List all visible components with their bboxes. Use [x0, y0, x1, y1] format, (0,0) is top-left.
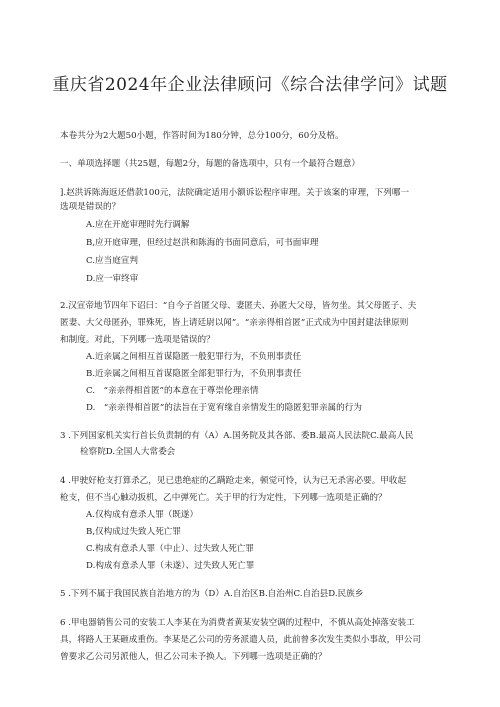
question-1-option-b: B,应开庭审理，但经过赵洪和陈海的书面同意后，可书面审理 [86, 238, 319, 248]
question-5-line-1: 5 .下列不属于我国民族自治地方的为（D）A.自治区B.自治州C.自治县D.民族乡 [60, 589, 364, 599]
exam-intro: 本卷共分为2大题50小题，作答时间为180分钟，总分100分，60分及格。 [60, 131, 344, 141]
question-2-line-3: 和制度。对此，下列哪一选项是错误的？ [60, 335, 215, 345]
question-2-line-2: 匿妻、大父母匿孙，罪殊死，皆上请廷尉以闻”。“亲亲得相首匿”正式成为中国封建法律原则 [60, 318, 409, 328]
question-1-line-2: 选项是错误的？ [60, 202, 121, 212]
question-4-option-c: C.构成有意杀人罪（中止）、过失致人死亡罪 [86, 544, 254, 554]
question-4-line-2: 枪支，但不当心触动扳机，乙中弹死亡。关于甲的行为定性，下列哪一选项是正确的？ [60, 493, 387, 503]
question-4-option-d: D.构成有意杀人罪（未遂）、过失致人死亡罪 [86, 561, 255, 571]
question-3-line-2: 检察院D.全国人大常委会 [80, 447, 176, 457]
question-2-option-c: C. “亲亲得相首匿”的本意在于尊崇伦理亲情 [86, 386, 259, 396]
question-1-option-d: D.应一审终审 [86, 274, 139, 284]
question-6-line-3: 曾要求乙公司另派他人，但乙公司未予换人。下列哪一选项是正确的？ [60, 652, 327, 662]
question-2-option-b: B.近亲属之间相互首谋隐匿全部犯罪行为，不负刑事责任 [86, 369, 302, 379]
question-6-line-1: 6 .甲电器销售公司的安装工人李某在为消费者黄某安装空调的过程中，不慎从高处掉落安装工 [60, 618, 415, 628]
question-1-line-1: ].赵洪诉陈海返还借款100元，法院确定适用小额诉讼程序审理。关于该案的审理，下列哪一 [60, 188, 410, 198]
question-2-line-1: 2.汉宣帝地节四年下诏曰：“自今子首匿父母、妻匿夫、孙匿大父母，皆勿坐。其父母匿子、夫 [60, 301, 417, 311]
section-heading: 一、单项选择题（共25题，每题2分，每题的备选项中，只有一个最符合题意） [60, 159, 360, 169]
document-title: 重庆省2024年企业法律顾问《综合法律学问》试题 [52, 75, 448, 95]
question-4-option-a: A.仅构成有意杀人罪（既遂） [86, 510, 199, 520]
question-4-option-b: B,仅构成过失致人死亡罪 [86, 527, 181, 537]
question-1-option-a: A.应在开庭审理时先行调解 [86, 220, 190, 230]
question-2-option-d: D. “亲亲得相首匿”的法旨在于宽宥缘自亲情发生的隐匿犯罪亲属的行为 [86, 403, 362, 413]
question-3-line-1: 3 .下列国家机关实行首长负责制的有（A）A.国务院及其各部、委B.最高人民法院C.最高人民 [60, 431, 414, 441]
question-1-option-c: C.应当庭宣判 [86, 256, 138, 266]
question-6-line-2: 具，将路人王某砸成重伤。李某是乙公司的劳务派遣人员，此前曾多次发生类似小事故，甲公司 [60, 635, 421, 645]
question-4-line-1: 4 .甲驶好枪支打算杀乙，见已患绝症的乙蹒跄走来，顿觉可怜，认为已无杀害必要。甲收起 [60, 476, 407, 486]
question-2-option-a: A.近亲属之间相互首谋隐匿一般犯罪行为，不负刑事责任 [86, 352, 302, 362]
